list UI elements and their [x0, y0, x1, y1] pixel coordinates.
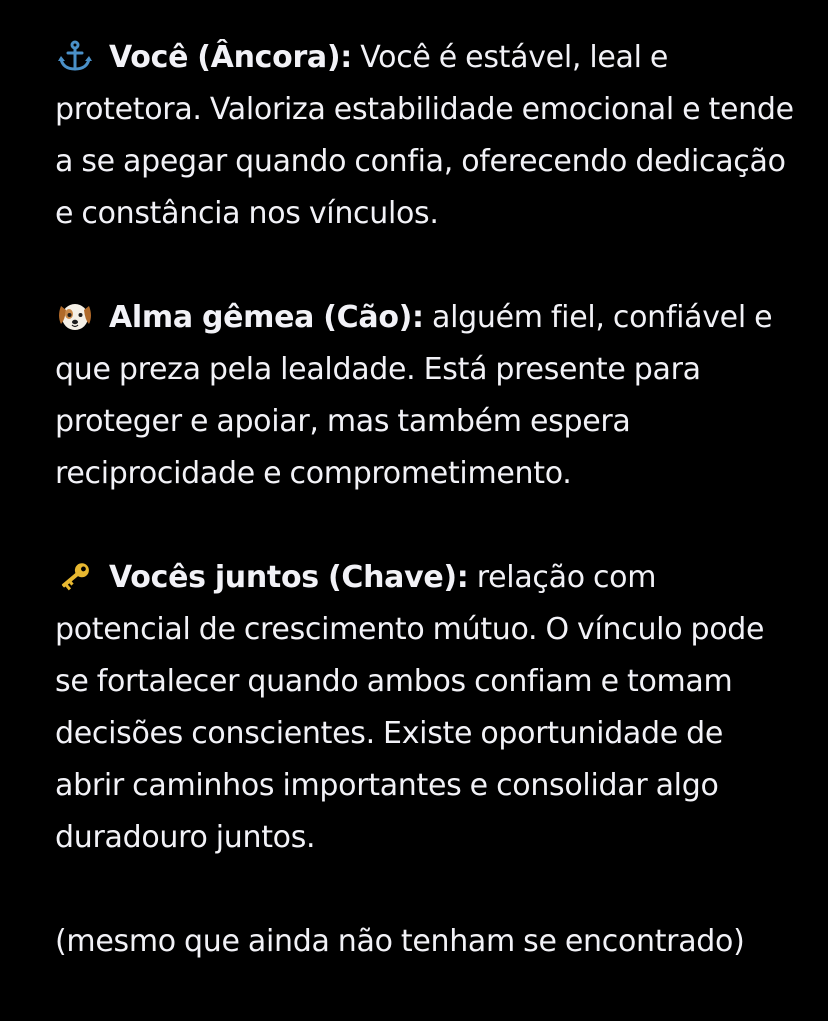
footnote: (mesmo que ainda não tenham se encontrado)	[55, 924, 745, 959]
section-together	[55, 552, 795, 864]
section-heading: Você (Âncora):	[109, 40, 352, 75]
note-content	[55, 32, 795, 968]
anchor-icon	[55, 40, 95, 72]
section-body: relação com potencial de crescimento mútuo. O vínculo pode se fortalecer quando ambos confiam e tomam decisões conscientes. Existe oportunidade de abrir caminhos importantes e consolidar algo duradouro juntos.	[55, 560, 765, 855]
section-you	[55, 32, 795, 240]
section-body: alguém fiel, confiável e que preza pela lealdade. Está presente para proteger e apoiar, mas também espera reciprocidade e comprometimento.	[55, 300, 773, 491]
section-heading: Vocês juntos (Chave):	[109, 560, 469, 595]
section-soulmate	[55, 292, 795, 500]
key-icon	[55, 560, 95, 592]
dog-face-icon	[55, 300, 95, 332]
section-body: Você é estável, leal e protetora. Valoriza estabilidade emocional e tende a se apegar quando confia, oferecendo dedicação e constância nos vínculos.	[55, 40, 794, 231]
section-heading: Alma gêmea (Cão):	[109, 300, 424, 335]
